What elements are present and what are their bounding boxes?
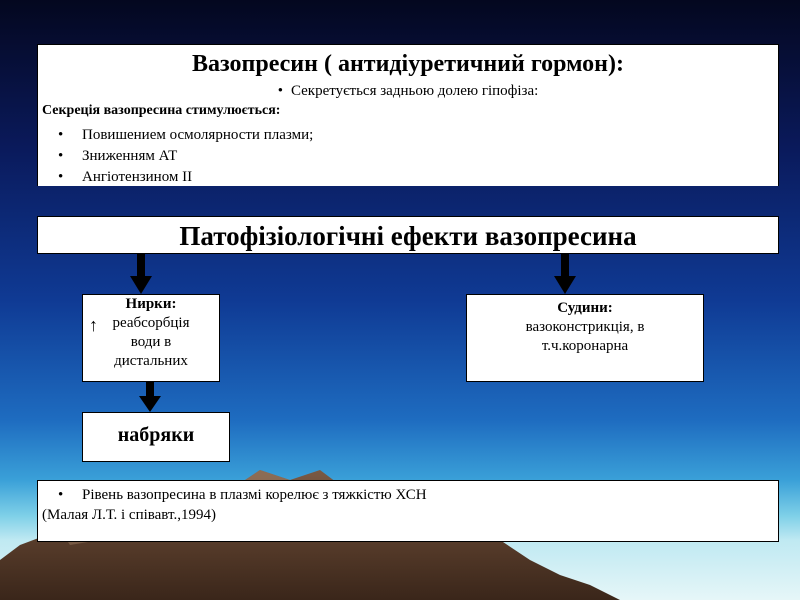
edema-box: [82, 412, 230, 462]
stimulus-text: Повишением осмолярности плазми;: [82, 127, 314, 143]
vessel-effect-box: [466, 294, 704, 382]
down-arrow-icon: [554, 254, 576, 294]
correlation-item: [58, 487, 427, 504]
bullet-icon: •: [277, 83, 283, 99]
kidney-effect-text: [83, 295, 219, 371]
vasopressin-info-panel: [37, 44, 779, 186]
vessel-effect-text: [467, 299, 703, 356]
stimulation-heading: Секреція вазопресина стимулюється:: [42, 103, 281, 118]
effects-title-box: [37, 216, 779, 254]
stimuli-list: [58, 125, 313, 188]
vessel-line-1: вазоконстрикція, в: [525, 319, 645, 335]
kidney-heading: Нирки:: [125, 296, 177, 312]
citation-text: (Малая Л.Т. і співавт.,1994): [42, 507, 216, 523]
secretion-source-text: Секретується задньою долею гіпофіза:: [290, 83, 539, 99]
vessel-heading: Судини:: [557, 300, 613, 316]
correlation-text: Рівень вазопресина в плазмі корелює з тяжкістю ХСН: [82, 487, 427, 503]
slide-title: Вазопресин ( антидіуретичний гормон):: [192, 51, 624, 77]
list-item: [58, 146, 313, 167]
edema-label: набряки: [117, 424, 195, 446]
kidney-line-2: води в: [130, 334, 172, 350]
effects-title: Патофізіологічні ефекти вазопресина: [179, 221, 637, 251]
vessel-line-2: т.ч.коронарна: [541, 338, 629, 354]
down-arrow-icon: [130, 254, 152, 294]
stimulus-text: Зниженням АТ: [82, 148, 178, 164]
bullet-icon: •: [58, 487, 64, 503]
kidney-effect-box: [82, 294, 220, 382]
increase-arrow-icon: ↑: [89, 315, 98, 335]
down-arrow-icon: [139, 382, 161, 412]
bullet-icon: •: [58, 127, 64, 143]
correlation-note-box: [37, 480, 779, 542]
bullet-icon: •: [58, 169, 64, 185]
secretion-source-item: [38, 83, 778, 100]
list-item: [58, 125, 313, 146]
stimulus-text: Ангіотензином ІІ: [82, 169, 193, 185]
list-item: [58, 167, 313, 188]
kidney-line-3: дистальних: [114, 353, 188, 369]
bullet-icon: •: [58, 148, 64, 164]
kidney-line-1: реабсорбція: [112, 315, 190, 331]
